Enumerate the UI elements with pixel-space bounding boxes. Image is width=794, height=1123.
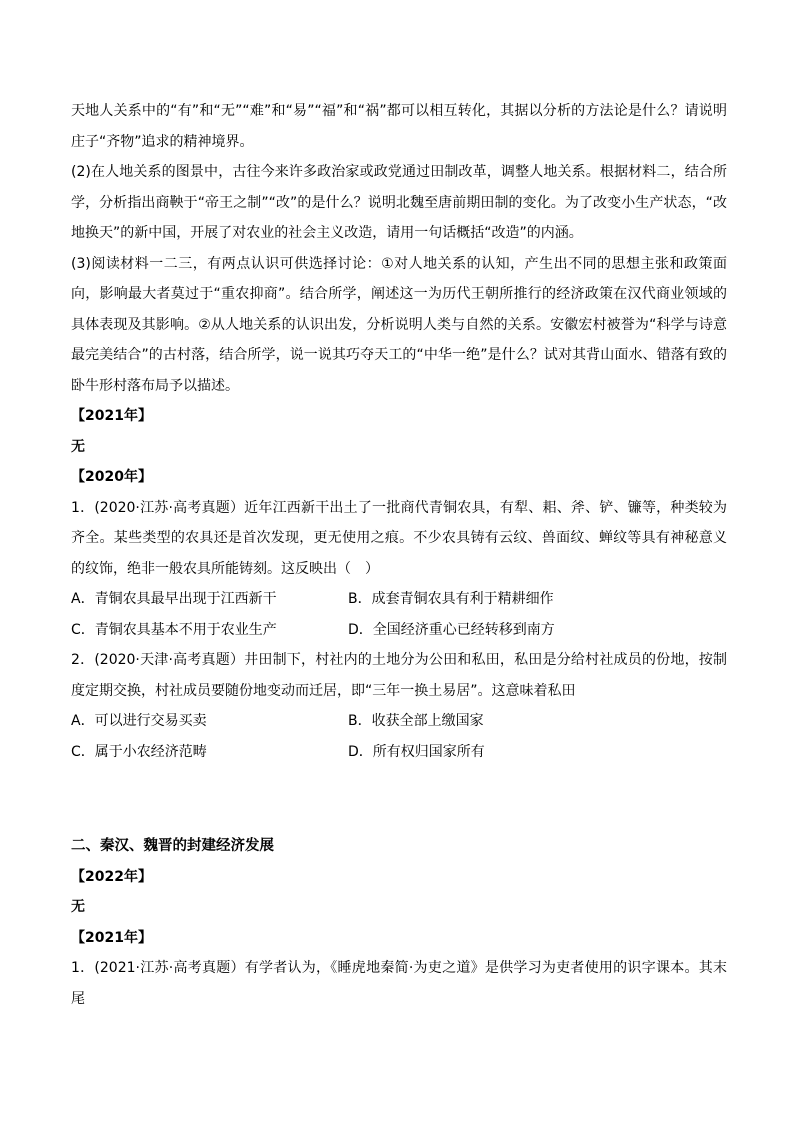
- question-2-stem: 2．(2020·天津·高考真题）井田制下，村社内的土地分为公田和私田，私田是分给村社成员的份地，按制度定期交换，村社成员要随份地变动而迁居，即“三年一换土易居”。这意味着私田: [71, 652, 727, 699]
- document-page: [71, 96, 727, 1014]
- year-tag-2022: 【2022年】: [71, 868, 152, 885]
- question-continuation-text: 天地人关系中的“有”和“无”“难”和“易”“福”和“祸”都可以相互转化，其据以分析的方法论是什么？请说明庄子“齐物”追求的精神境界。: [71, 103, 727, 150]
- question-2-options-row-1: [71, 706, 727, 737]
- question-1-options-row-1: [71, 584, 727, 615]
- year-tag-2020: 【2020年】: [71, 469, 152, 485]
- section-heading: 二、秦汉、魏晋的封建经济发展: [71, 838, 274, 854]
- question-part-2: (2)在人地关系的图景中，古往今来许多政治家或政党通过田制改革，调整人地关系。根据材料二，结合所学，分析指出商鞅于“帝王之制”“改”的是什么？说明北魏至唐前期田制的变化。为了改变小生产状态，“改地换天”的新中国，开展了对农业的社会主义改造，请用一句话概括“改造”的内涵。: [71, 164, 727, 241]
- question-1-options-row-2: [71, 615, 727, 646]
- option-d: D．所有权归国家所有: [348, 743, 485, 760]
- option-a: A．可以进行交易买卖: [71, 713, 207, 729]
- question-2-options-row-2: [71, 737, 727, 768]
- none-2022: 无: [71, 899, 85, 915]
- question-part-3: (3)阅读材料一二三，有两点认识可供选择讨论：①对人地关系的认知，产生出不同的思想主张和政策面向，影响最大者莫过于“重农抑商”。结合所学，阐述这一为历代王朝所推行的经济政策在汉代商业领域的具体表现及其影响。②从人地关系的认识出发，分析说明人类与自然的关系。安徽宏村被誉为“科学与诗意最完美结合”的古村落，结合所学，说一说其巧夺天工的“中华一绝”是什么？试对其背山面水、错落有致的卧牛形村落布局予以描述。: [71, 255, 727, 394]
- option-c: C．青铜农具基本不用于农业生产: [71, 621, 277, 638]
- option-b: B．成套青铜农具有利于精耕细作: [348, 591, 554, 607]
- option-b: B．收获全部上缴国家: [348, 713, 484, 729]
- year-tag-2021-section-2: 【2021年】: [71, 929, 152, 946]
- year-tag-2021: 【2021年】: [71, 408, 152, 424]
- option-c: C．属于小农经济范畴: [71, 743, 207, 760]
- option-a: A．青铜农具最早出现于江西新干: [71, 591, 277, 607]
- question-1-stem: 1．(2020·江苏·高考真题）近年江西新干出土了一批商代青铜农具，有犁、耜、斧、铲、镰等，种类较为齐全。某些类型的农具还是首次发现，更无使用之痕。不少农具铸有云纹、兽面纹、蝉纹等具有神秘意义的纹饰，绝非一般农具所能铸刻。这反映出（ ）: [71, 499, 727, 577]
- none-2021: 无: [71, 438, 85, 455]
- option-d: D．全国经济重心已经转移到南方: [348, 621, 555, 638]
- question-1-stem-section-2: 1．(2021·江苏·高考真题）有学者认为，《睡虎地秦简·为吏之道》是供学习为吏者使用的识字课本。其末尾: [71, 960, 727, 1007]
